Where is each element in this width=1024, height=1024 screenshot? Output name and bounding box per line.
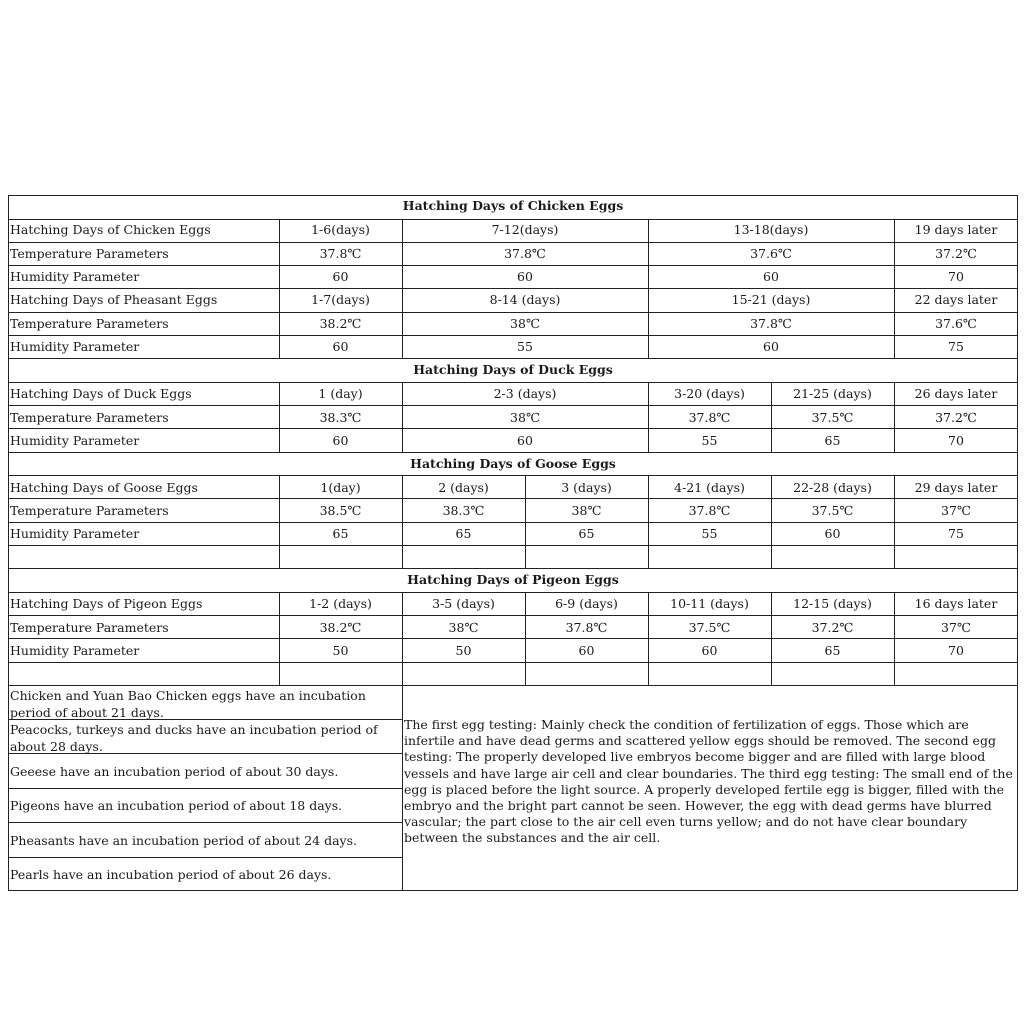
table-cell: 60 (332, 269, 349, 284)
grid-line (8, 219, 1018, 220)
grid-line (8, 335, 1018, 336)
table-cell: 65 (578, 526, 595, 541)
table-cell: 2-3 (days) (493, 386, 557, 401)
table-cell: 21-25 (days) (793, 386, 872, 401)
table-cell: 37.8℃ (750, 316, 792, 331)
grid-line (1017, 195, 1018, 891)
grid-line (402, 685, 403, 891)
duck-humidity-label: Humidity Parameter (10, 433, 140, 448)
table-cell: 37.8℃ (688, 410, 731, 425)
chicken-section-title: Hatching Days of Chicken Eggs (402, 198, 624, 213)
table-cell: 15-21 (days) (731, 292, 811, 307)
table-cell: 70 (948, 269, 964, 284)
table-cell: 3-5 (days) (432, 596, 495, 611)
grid-line (8, 753, 402, 754)
table-cell: 60 (763, 339, 779, 354)
table-cell: 8-14 (days) (489, 292, 561, 307)
table-cell: 65 (824, 433, 841, 448)
grid-line (279, 475, 280, 568)
table-cell: 60 (701, 643, 718, 658)
grid-line (8, 592, 1018, 593)
table-cell: 60 (332, 339, 349, 354)
grid-line (8, 195, 9, 891)
note-pheasant-incubation: Pheasants have an incubation period of about 24 days. (10, 833, 357, 848)
table-cell: 75 (948, 526, 964, 541)
table-cell: 22-28 (days) (793, 480, 872, 495)
table-cell: 37.5℃ (688, 620, 731, 635)
table-cell: 6-9 (days) (555, 596, 618, 611)
grid-line (8, 382, 1018, 383)
grid-line (8, 452, 1018, 453)
grid-line (8, 288, 1018, 289)
table-cell: 50 (332, 643, 349, 658)
table-cell: 55 (701, 526, 718, 541)
table-cell: 1-6(days) (311, 222, 370, 237)
goose-temperature-label: Temperature Parameters (10, 503, 169, 518)
table-cell: 37.8℃ (504, 246, 546, 261)
table-cell: 37.2℃ (935, 410, 977, 425)
grid-line (8, 498, 1018, 499)
table-cell: 38.2℃ (319, 620, 362, 635)
grid-line (894, 219, 895, 358)
table-cell: 4-21 (days) (674, 480, 745, 495)
grid-line (894, 592, 895, 685)
grid-line (8, 568, 1018, 569)
grid-line (402, 592, 403, 685)
table-cell: 55 (517, 339, 533, 354)
goose-humidity-label: Humidity Parameter (10, 526, 140, 541)
grid-line (402, 219, 403, 358)
table-cell: 65 (332, 526, 349, 541)
table-cell: 37℃ (941, 620, 971, 635)
grid-line (8, 788, 402, 789)
table-cell: 60 (332, 433, 349, 448)
grid-line (8, 358, 1018, 359)
note-chicken-incubation: Chicken and Yuan Bao Chicken eggs have an incubation period of about 21 days. (10, 688, 366, 720)
table-cell: 3 (days) (561, 480, 612, 495)
table-cell: 75 (948, 339, 964, 354)
grid-line (8, 242, 1018, 243)
table-cell: 60 (517, 269, 533, 284)
table-cell: 60 (763, 269, 779, 284)
table-cell: 19 days later (914, 222, 998, 237)
grid-line (525, 592, 526, 685)
grid-line (8, 405, 1018, 406)
grid-line (8, 522, 1018, 523)
table-cell: 70 (948, 433, 964, 448)
table-cell: 1-7(days) (311, 292, 370, 307)
note-geese-incubation: Geeese have an incubation period of about 30 days. (10, 764, 339, 779)
table-cell: 65 (824, 643, 841, 658)
table-cell: 37.5℃ (811, 410, 854, 425)
grid-line (8, 475, 1018, 476)
table-cell: 1-2 (days) (309, 596, 372, 611)
grid-line (771, 475, 772, 568)
grid-line (402, 475, 403, 568)
incubation-table (8, 195, 1018, 891)
table-cell: 60 (578, 643, 595, 658)
grid-line (648, 475, 649, 568)
table-cell: 37.5℃ (811, 503, 854, 518)
grid-line (8, 662, 1018, 663)
note-pigeon-incubation: Pigeons have an incubation period of about 18 days. (10, 798, 343, 813)
grid-line (648, 592, 649, 685)
table-cell: 37.2℃ (935, 246, 977, 261)
grid-line (8, 719, 402, 720)
grid-line (894, 382, 895, 452)
pigeon-temperature-label: Temperature Parameters (10, 620, 169, 635)
table-cell: 55 (701, 433, 718, 448)
table-cell: 60 (824, 526, 841, 541)
grid-line (279, 382, 280, 452)
grid-line (8, 857, 402, 858)
pigeon-days-label: Hatching Days of Pigeon Eggs (10, 596, 203, 611)
table-cell: 12-15 (days) (793, 596, 872, 611)
table-cell: 37.8℃ (565, 620, 608, 635)
duck-section-title: Hatching Days of Duck Eggs (413, 362, 613, 377)
grid-line (279, 592, 280, 685)
pigeon-humidity-label: Humidity Parameter (10, 643, 140, 658)
grid-line (8, 545, 1018, 546)
grid-line (8, 822, 402, 823)
table-cell: 38℃ (510, 316, 540, 331)
grid-line (8, 195, 1018, 196)
grid-line (8, 890, 1018, 891)
grid-line (8, 312, 1018, 313)
table-cell: 38.3℃ (442, 503, 485, 518)
table-cell: 16 days later (914, 596, 998, 611)
note-peacock-incubation: Peacocks, turkeys and ducks have an incubation period of about 28 days. (10, 722, 378, 754)
table-cell: 38.3℃ (319, 410, 362, 425)
grid-line (8, 265, 1018, 266)
table-cell: 1(day) (320, 480, 361, 495)
table-cell: 37.2℃ (811, 620, 854, 635)
table-cell: 7-12(days) (491, 222, 559, 237)
table-cell: 60 (517, 433, 533, 448)
table-cell: 37.6℃ (935, 316, 977, 331)
table-cell: 37.6℃ (750, 246, 792, 261)
table-cell: 37.8℃ (688, 503, 731, 518)
grid-line (771, 382, 772, 452)
grid-line (525, 475, 526, 568)
chicken-temperature-label: Temperature Parameters (10, 246, 169, 261)
grid-line (648, 382, 649, 452)
table-cell: 29 days later (914, 480, 998, 495)
grid-line (279, 219, 280, 358)
table-cell: 10-11 (days) (670, 596, 749, 611)
grid-line (402, 382, 403, 452)
table-cell: 38℃ (448, 620, 479, 635)
chicken-humidity-label: Humidity Parameter (10, 269, 140, 284)
table-cell: 38℃ (571, 503, 602, 518)
grid-line (8, 638, 1018, 639)
table-cell: 37.8℃ (319, 246, 362, 261)
table-cell: 37℃ (941, 503, 971, 518)
grid-line (8, 685, 1018, 686)
grid-line (771, 592, 772, 685)
pheasant-days-label: Hatching Days of Pheasant Eggs (10, 292, 218, 307)
table-cell: 22 days later (914, 292, 998, 307)
duck-days-label: Hatching Days of Duck Eggs (10, 386, 192, 401)
table-cell: 13-18(days) (733, 222, 809, 237)
note-pearl-incubation: Pearls have an incubation period of about 26 days. (10, 867, 332, 882)
chicken-days-label: Hatching Days of Chicken Eggs (10, 222, 211, 237)
table-cell: 38.5℃ (319, 503, 362, 518)
table-cell: 1 (day) (318, 386, 363, 401)
table-cell: 2 (days) (438, 480, 489, 495)
pheasant-humidity-label: Humidity Parameter (10, 339, 140, 354)
table-cell: 26 days later (914, 386, 998, 401)
grid-line (894, 475, 895, 568)
table-cell: 38.2℃ (319, 316, 362, 331)
pheasant-temperature-label: Temperature Parameters (10, 316, 169, 331)
table-cell: 38℃ (510, 410, 540, 425)
table-cell: 3-20 (days) (674, 386, 745, 401)
grid-line (8, 428, 1018, 429)
duck-temperature-label: Temperature Parameters (10, 410, 169, 425)
goose-days-label: Hatching Days of Goose Eggs (10, 480, 198, 495)
goose-section-title: Hatching Days of Goose Eggs (410, 456, 616, 471)
table-cell: 70 (948, 643, 964, 658)
table-cell: 65 (455, 526, 472, 541)
grid-line (8, 615, 1018, 616)
table-cell: 50 (455, 643, 472, 658)
pigeon-section-title: Hatching Days of Pigeon Eggs (407, 572, 619, 587)
egg-testing-text: The first egg testing: Mainly check the condition of fertilization of eggs. Those which are infertile and have dead germs and scattered yellow eggs should be removed. The second egg testing: The properly developed live embryos become bigger and are filled with large blood vessels and have large air cell and clear boundaries. The third egg testing: The small end of the egg is placed before the light source. A properly developed fertile egg is bigger, filled with the embryo and the bright part cannot be seen. However, the egg with dead germs have blurred vascular; the part close to the air cell even turns yellow; and do not have clear boundary between the substances and the air cell. (404, 717, 1013, 846)
grid-line (648, 219, 649, 358)
